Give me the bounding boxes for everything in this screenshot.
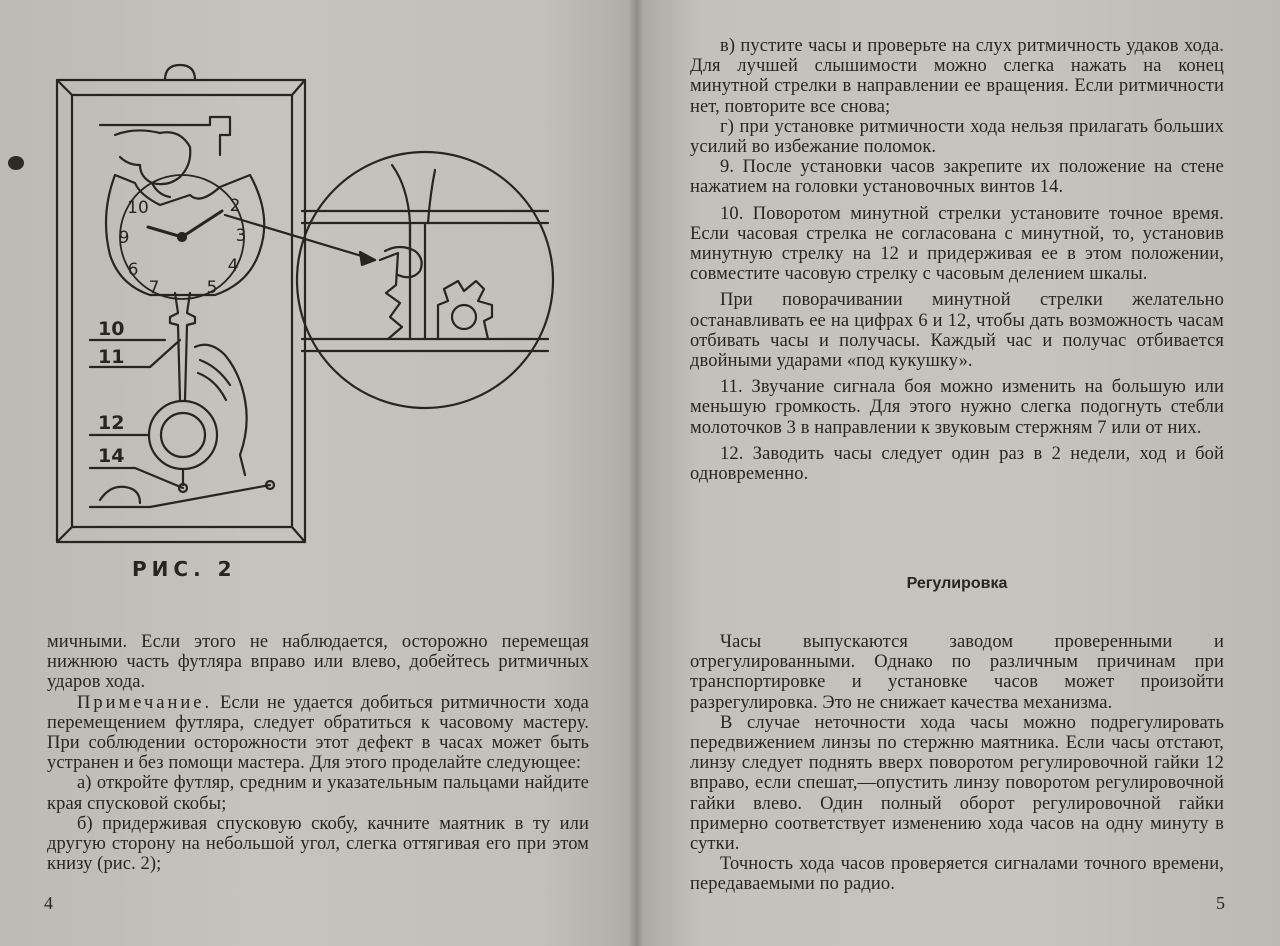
dial-numeral: 10 xyxy=(127,198,149,218)
callout-11: 11 xyxy=(98,346,125,368)
page-number-right: 5 xyxy=(1216,893,1225,913)
dial-numeral: 7 xyxy=(148,278,160,298)
note-text: Если не удается добиться ритмичности хода перемещением футляра, следует обратиться к часовому мастеру. При соблюдении осторожности этот дефект в часах может быть устранен и без помощи мастера. Для этого проделайте следующее: xyxy=(47,692,589,774)
regulation-text xyxy=(690,632,1224,895)
paragraph: 9. После установки часов закрепите их положение на стене нажатием на головки установочных винтов 14. xyxy=(690,157,1224,198)
paragraph: При поворачивании минутной стрелки желательно останавливать ее на цифрах 6 и 12, чтобы дать возможность часам отбивать часы и получасы. Каждый час и получас отбивается двойными ударами «под кукушку». xyxy=(690,290,1224,372)
dial-numeral: 6 xyxy=(127,260,139,280)
paragraph: 11. Звучание сигнала боя можно изменить на большую или меньшую громкость. Для этого нужно слегка подогнуть стебли молоточков 3 в направлении к звуковым стержням 7 или от них. xyxy=(690,377,1224,438)
callout-14: 14 xyxy=(98,445,125,467)
dial-numeral: 5 xyxy=(206,278,218,298)
paragraph: б) придерживая спусковую скобу, качните маятник в ту или другую сторону на небольшой угол, слегка оттягивая его при этом книзу (рис. 2); xyxy=(47,813,589,875)
page-gutter xyxy=(628,0,644,946)
left-page-text xyxy=(47,632,589,874)
callout-12: 12 xyxy=(98,412,125,434)
right-page-text xyxy=(690,36,1224,484)
hour-hand xyxy=(148,227,182,237)
paragraph: в) пустите часы и проверьте на слух ритмичность удаков хода. Для лучшей слышимости можно слегка нажать на конец минутной стрелки в направлении ее вращения. Если ритмичности нет, повторите все снова; xyxy=(690,36,1224,117)
section-heading: Регулировка xyxy=(906,575,1008,592)
paragraph: 10. Поворотом минутной стрелки установите точное время. Если часовая стрелка не согласована с минутной, то, установив минутную стрелку на 12 и придерживая ее в этом положении, совместите часовую стрелку с часовым делением шкалы. xyxy=(690,203,1224,285)
minute-hand xyxy=(182,211,222,237)
callout-10: 10 xyxy=(98,318,125,340)
dial-numeral: 4 xyxy=(227,256,239,276)
figure-caption: РИС. 2 xyxy=(132,557,237,581)
paragraph: мичными. Если этого не наблюдается, осторожно перемещая нижнюю часть футляра вправо или влево, добейтесь ритмичных ударов хода. xyxy=(47,632,589,693)
paragraph: В случае неточности хода часы можно подрегулировать передвижением линзы по стержню маятника. Если часы отстают, линзу следует поднять вверх поворотом регулировочной гайки 12 вправо, если спешат,—опустить линзу поворотом регулировочной гайки влево. Один полный оборот регулировочной гайки примерно соответствует изменению хода часов на одну минуту в сутки. xyxy=(690,712,1224,855)
page-number-left: 4 xyxy=(44,893,53,913)
ink-spot xyxy=(8,156,24,170)
clock-case-outer xyxy=(57,80,305,542)
dial-numeral: 3 xyxy=(235,226,247,246)
figure-clock-illustration xyxy=(40,55,600,555)
left-page xyxy=(0,0,636,946)
pendulum-bob xyxy=(149,401,217,469)
paragraph: Точность хода часов проверяется сигналами точного времени, передаваемыми по радио. xyxy=(690,854,1224,895)
dial-numeral: 9 xyxy=(118,228,130,248)
dial-numeral: 2 xyxy=(229,196,241,216)
paragraph: Часы выпускаются заводом проверенными и отрегулированными. Однако по различным причинам при транспортировке и установке часов может произойти разрегулировка. Это не снижает качества механизма. xyxy=(690,632,1224,713)
paragraph: а) откройте футляр, средним и указательным пальцами найдите края спусковой скобы; xyxy=(47,773,589,814)
note-label: Примечание. xyxy=(77,692,213,713)
paragraph: 12. Заводить часы следует один раз в 2 недели, ход и бой одновременно. xyxy=(690,443,1224,485)
note-paragraph xyxy=(47,693,589,774)
hanging-ring xyxy=(165,65,195,80)
paragraph: г) при установке ритмичности хода нельзя прилагать больших усилий во избежание поломок. xyxy=(690,116,1224,158)
escape-wheel xyxy=(438,281,492,339)
